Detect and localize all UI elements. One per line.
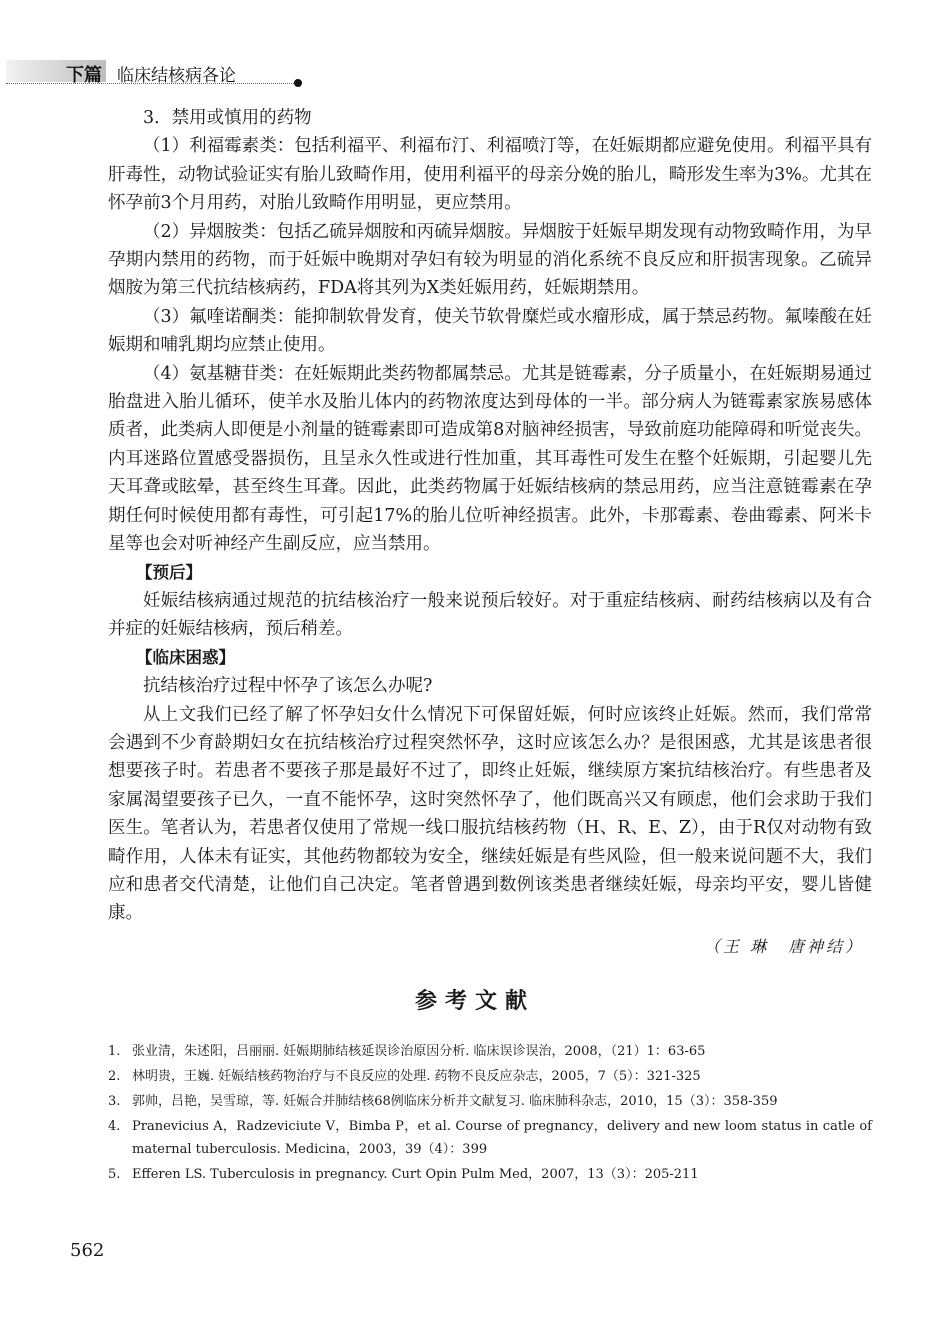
clinical-confusion-heading — [108, 644, 872, 672]
header-dot-marker — [294, 79, 302, 87]
page-number: 562 — [70, 1240, 105, 1261]
reference-text: 郭帅，吕艳，吴雪琼，等. 妊娠合并肺结核68例临床分析并文献复习. 临床肺科杂志，2010，15（3）：358-359 — [132, 1094, 778, 1109]
reference-item — [108, 1065, 872, 1088]
reference-item — [108, 1090, 872, 1113]
reference-text: 林明贵，王巍. 妊娠结核药物治疗与不良反应的处理. 药物不良反应杂志，2005，7（5）：321-325 — [132, 1069, 701, 1084]
paragraph-aminoglycosides: （4）氨基糖苷类：在妊娠期此类药物都属禁忌。尤其是链霉素，分子质量小，在妊娠期易通过胎盘进入胎儿循环，使羊水及胎儿体内的药物浓度达到母体的一半。部分病人为链霉素家族易感体质者，此类病人即便是小剂量的链霉素即可造成第8对脑神经损害，导致前庭功能障碍和听觉丧失。内耳迷路位置感受器损伤，且呈永久性或进行性加重，其耳毒性可发生在整个妊娠期，引起婴儿先天耳聋或眩晕，甚至终生耳聋。因此，此类药物属于妊娠结核病的禁忌用药，应当注意链霉素在孕期任何时候使用都有毒性，可引起17%的胎儿位听神经损害。此外，卡那霉素、卷曲霉素、阿米卡星等也会对听神经产生副反应，应当禁用。 — [108, 363, 872, 555]
reference-item — [108, 1040, 872, 1063]
author-signature: （王 琳 唐神结） — [703, 937, 864, 956]
reference-text: 张业清，朱述阳，吕丽丽. 妊娠期肺结核延误诊治原因分析. 临床误诊误治，2008，（21）1：63-65 — [132, 1044, 706, 1059]
reference-number: 4. — [108, 1119, 121, 1134]
reference-number: 5. — [108, 1167, 121, 1182]
header-chapter-title: 临床结核病各论 — [117, 66, 236, 86]
paragraph-fluoroquinolones: （3）氟喹诺酮类：能抑制软骨发育，使关节软骨糜烂或水瘤形成，属于禁忌药物。氟嗪酸在妊娠期和哺乳期均应禁止使用。 — [108, 306, 872, 356]
header-part-label: 下篇 — [66, 65, 102, 86]
reference-list — [108, 1040, 872, 1188]
reference-number: 2. — [108, 1069, 121, 1084]
reference-number: 3. — [108, 1094, 121, 1109]
reference-number: 1. — [108, 1044, 121, 1059]
prognosis-label: 【预后】 — [136, 562, 202, 582]
clinical-confusion-question: 抗结核治疗过程中怀孕了该怎么办呢? — [143, 676, 433, 697]
reference-text: Efferen LS. Tuberculosis in pregnancy. Curt Opin Pulm Med，2007，13（3）：205-211 — [132, 1167, 699, 1182]
reference-text: Pranevicius A，Radzeviciute V，Bimba P，et al. Course of pregnancy，delivery and new loom status in catle of maternal tuberculosis. Medicina，2003，39（4）：399 — [132, 1119, 872, 1157]
section-heading: 3．禁用或慎用的药物 — [143, 108, 312, 128]
prognosis-heading — [108, 559, 872, 587]
main-content — [108, 104, 872, 928]
reference-item — [108, 1115, 872, 1161]
header-divider — [6, 83, 298, 84]
reference-item — [108, 1163, 872, 1186]
paragraph-isoniazid-amides: （2）异烟胺类：包括乙硫异烟胺和丙硫异烟胺。异烟胺于妊娠早期发现有动物致畸作用，为早孕期内禁用的药物，而于妊娠中晚期对孕妇有较为明显的消化系统不良反应和肝损害现象。乙硫异烟胺为第三代抗结核病药，FDA将其列为X类妊娠用药，妊娠期禁用。 — [108, 221, 872, 299]
clinical-confusion-label: 【临床困惑】 — [136, 647, 235, 667]
paragraph-prognosis: 妊娠结核病通过规范的抗结核治疗一般来说预后较好。对于重症结核病、耐药结核病以及有合并症的妊娠结核病，预后稍差。 — [108, 590, 872, 640]
paragraph-rifamycin: （1）利福霉素类：包括利福平、利福布汀、利福喷汀等，在妊娠期都应避免使用。利福平具有肝毒性，动物试验证实有胎儿致畸作用，使用利福平的母亲分娩的胎儿，畸形发生率为3%。尤其在怀孕前3个月用药，对胎儿致畸作用明显，更应禁用。 — [108, 136, 872, 214]
paragraph-clinical-confusion: 从上文我们已经了解了怀孕妇女什么情况下可保留妊娠，何时应该终止妊娠。然而，我们常常会遇到不少育龄期妇女在抗结核治疗过程突然怀孕，这时应该怎么办？是很困惑，尤其是该患者很想要孩子时。若患者不要孩子那是最好不过了，即终止妊娠，继续原方案抗结核治疗。有些患者及家属渴望要孩子已久，一直不能怀孕，这时突然怀孕了，他们既高兴又有顾虑，他们会求助于我们医生。笔者认为，若患者仅使用了常规一线口服抗结核药物（H、R、E、Z），由于R仅对动物有致畸作用，人体未有证实，其他药物都较为安全，继续妊娠是有些风险，但一般来说问题不大，我们应和患者交代清楚，让他们自己决定。笔者曾遇到数例该类患者继续妊娠，母亲均平安，婴儿皆健康。 — [108, 704, 872, 924]
references-heading: 参考文献 — [414, 989, 535, 1014]
